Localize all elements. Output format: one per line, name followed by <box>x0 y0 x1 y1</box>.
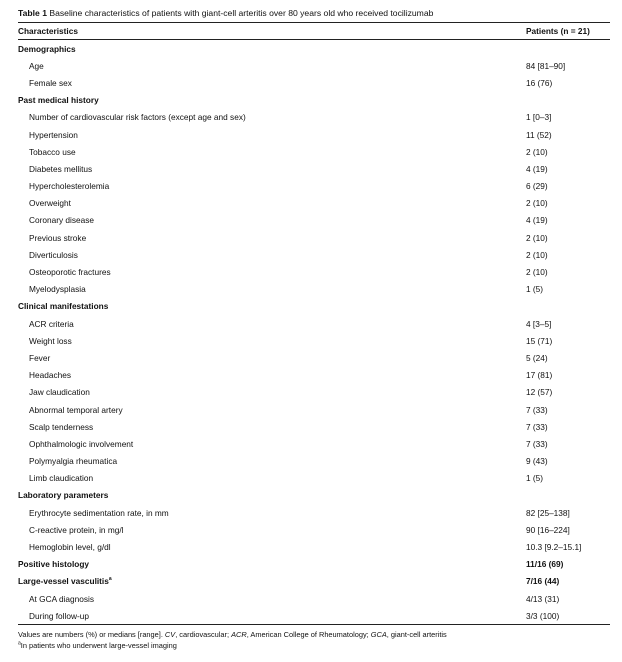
row-label-text: Number of cardiovascular risk factors (except age and sex) <box>29 112 246 123</box>
header-characteristics: Characteristics <box>18 23 526 40</box>
characteristics-table <box>18 22 610 625</box>
footnote-text: , American College of Rheumatology; <box>246 630 371 640</box>
row-label-text: Female sex <box>29 77 72 88</box>
section-heading <box>18 92 526 109</box>
row-label-text: Tobacco use <box>29 146 76 157</box>
row-label-text: Hypercholesterolemia <box>29 181 110 192</box>
row-label <box>18 521 526 538</box>
row-value: 2 (10) <box>526 267 548 278</box>
row-label <box>18 349 526 366</box>
caption-text: Baseline characteristics of patients with giant-cell arteritis over 80 years old who received tocilizumab <box>49 8 434 18</box>
row-label <box>18 263 526 280</box>
row-label <box>18 212 526 229</box>
row-label <box>18 195 526 212</box>
row-label-text: Coronary disease <box>29 215 95 226</box>
row-value: 4 [3–5] <box>526 318 552 329</box>
section-row <box>18 40 610 58</box>
table-row <box>18 109 610 126</box>
table-row <box>18 263 610 280</box>
section-heading <box>18 487 526 504</box>
section-heading <box>18 556 526 573</box>
footnote-text: , cardiovascular; <box>175 630 232 640</box>
row-label <box>18 315 526 332</box>
table-row <box>18 453 610 470</box>
footnote-text: , giant-cell arteritis <box>386 630 447 640</box>
row-label <box>18 367 526 384</box>
row-label <box>18 229 526 246</box>
row-label-text: Age <box>29 60 44 71</box>
row-label <box>18 504 526 521</box>
row-label-text: Erythrocyte sedimentation rate, in mm <box>29 507 169 518</box>
row-label-text: Fever <box>29 352 51 363</box>
row-label-text: Overweight <box>29 198 71 209</box>
table-row <box>18 435 610 452</box>
row-value: 6 (29) <box>526 181 548 192</box>
section-row <box>18 556 610 573</box>
abbr-acr: ACR <box>231 630 247 640</box>
footnote-marker: a <box>108 576 112 583</box>
row-label <box>18 126 526 143</box>
row-value: 2 (10) <box>526 249 548 260</box>
row-label-text: At GCA diagnosis <box>29 593 95 604</box>
row-label <box>18 590 526 607</box>
row-label <box>18 143 526 160</box>
row-value: 11 (52) <box>526 129 552 140</box>
row-value: 7 (33) <box>526 421 548 432</box>
row-value: 4 (19) <box>526 163 548 174</box>
row-value: 12 (57) <box>526 387 553 398</box>
row-value: 4 (19) <box>526 215 548 226</box>
row-label <box>18 384 526 401</box>
row-value: 84 [81–90] <box>526 60 566 71</box>
row-value: 82 [25–138] <box>526 507 570 518</box>
row-value: 4/13 (31) <box>526 593 560 604</box>
row-label-text: Positive histology <box>18 559 89 570</box>
table-row <box>18 160 610 177</box>
table-row <box>18 315 610 332</box>
row-label-text: C-reactive protein, in mg/l <box>29 524 124 535</box>
table-row <box>18 538 610 555</box>
table-row <box>18 195 610 212</box>
row-value <box>526 40 610 58</box>
row-label <box>18 57 526 74</box>
table-row <box>18 178 610 195</box>
row-label-text: Diabetes mellitus <box>29 163 93 174</box>
abbr-gca: GCA <box>370 630 387 640</box>
row-label <box>18 332 526 349</box>
row-value: 15 (71) <box>526 335 553 346</box>
row-value: 1 (5) <box>526 284 544 295</box>
row-label-text: Hypertension <box>29 129 78 140</box>
row-label <box>18 470 526 487</box>
row-label-text: Weight loss <box>29 335 72 346</box>
row-value: 16 (76) <box>526 77 553 88</box>
row-value: 9 (43) <box>526 456 548 467</box>
section-row <box>18 298 610 315</box>
row-label <box>18 401 526 418</box>
table-row <box>18 281 610 298</box>
table-row <box>18 349 610 366</box>
row-value: 1 (5) <box>526 473 544 484</box>
table-row <box>18 57 610 74</box>
row-label <box>18 109 526 126</box>
table-row <box>18 418 610 435</box>
row-value: 7/16 (44) <box>526 576 560 587</box>
table-row <box>18 401 610 418</box>
row-label <box>18 74 526 91</box>
row-label-text: Diverticulosis <box>29 249 78 260</box>
row-value: 10.3 [9.2–15.1] <box>526 542 582 553</box>
row-label-text: Demographics <box>18 43 76 54</box>
row-value: 1 [0–3] <box>526 112 552 123</box>
row-label <box>18 160 526 177</box>
table-row <box>18 332 610 349</box>
section-row <box>18 487 610 504</box>
footnote-abbreviations <box>18 630 612 641</box>
row-label-text: Polymyalgia rheumatica <box>29 456 118 467</box>
row-label-text: Headaches <box>29 370 71 381</box>
abbr-cv: CV <box>164 630 176 640</box>
table-row <box>18 212 610 229</box>
row-label <box>18 607 526 625</box>
table-number: Table 1 <box>18 8 47 18</box>
table-row <box>18 504 610 521</box>
table-row <box>18 143 610 160</box>
row-label-text: Clinical manifestations <box>18 301 109 312</box>
row-label <box>18 435 526 452</box>
row-label-text: Past medical history <box>18 95 99 106</box>
table-row <box>18 607 610 625</box>
footnote-text: Values are numbers (%) or medians [range]. <box>18 630 165 640</box>
section-heading <box>18 40 526 58</box>
section-row <box>18 92 610 109</box>
row-label-text: During follow-up <box>29 610 89 621</box>
section-row <box>18 573 610 590</box>
footnotes <box>18 630 612 651</box>
row-label <box>18 246 526 263</box>
table-caption <box>18 6 612 20</box>
table-row <box>18 74 610 91</box>
table-row <box>18 521 610 538</box>
row-value <box>526 487 610 504</box>
table-row <box>18 590 610 607</box>
table-body <box>18 40 610 625</box>
table-row <box>18 367 610 384</box>
table-row <box>18 126 610 143</box>
table-row <box>18 470 610 487</box>
row-value: 5 (24) <box>526 352 548 363</box>
row-label <box>18 418 526 435</box>
row-value: 2 (10) <box>526 198 548 209</box>
table-row <box>18 229 610 246</box>
row-label-text: Large-vessel vasculitis <box>18 576 109 587</box>
section-heading <box>18 298 526 315</box>
row-label-text: ACR criteria <box>29 318 74 329</box>
row-value: 7 (33) <box>526 404 548 415</box>
row-value: 2 (10) <box>526 146 548 157</box>
row-label-text: Osteoporotic fractures <box>29 267 111 278</box>
row-value <box>526 298 610 315</box>
header-row <box>18 23 610 40</box>
table-row <box>18 384 610 401</box>
header-patients: Patients (n = 21) <box>526 23 610 40</box>
row-label <box>18 538 526 555</box>
row-label-text: Hemoglobin level, g/dl <box>29 542 111 553</box>
row-value: 90 [16–224] <box>526 524 570 535</box>
footnote-a <box>18 641 612 652</box>
section-heading <box>18 573 526 590</box>
row-label-text: Abnormal temporal artery <box>29 404 123 415</box>
row-value: 3/3 (100) <box>526 607 610 625</box>
row-label-text: Scalp tenderness <box>29 421 94 432</box>
row-value: 17 (81) <box>526 370 553 381</box>
row-label-text: Myelodysplasia <box>29 284 86 295</box>
row-value: 7 (33) <box>526 438 548 449</box>
row-value <box>526 92 610 109</box>
table-row <box>18 246 610 263</box>
footnote-text: In patients who underwent large-vessel imaging <box>20 640 177 650</box>
row-label-text: Laboratory parameters <box>18 490 109 501</box>
row-label-text: Jaw claudication <box>29 387 90 398</box>
row-label-text: Limb claudication <box>29 473 94 484</box>
row-value: 2 (10) <box>526 232 548 243</box>
row-label-text: Ophthalmologic involvement <box>29 438 134 449</box>
row-label <box>18 281 526 298</box>
row-label <box>18 453 526 470</box>
row-label-text: Previous stroke <box>29 232 87 243</box>
row-value: 11/16 (69) <box>526 559 564 570</box>
footnote-marker: a <box>18 640 21 647</box>
row-label <box>18 178 526 195</box>
